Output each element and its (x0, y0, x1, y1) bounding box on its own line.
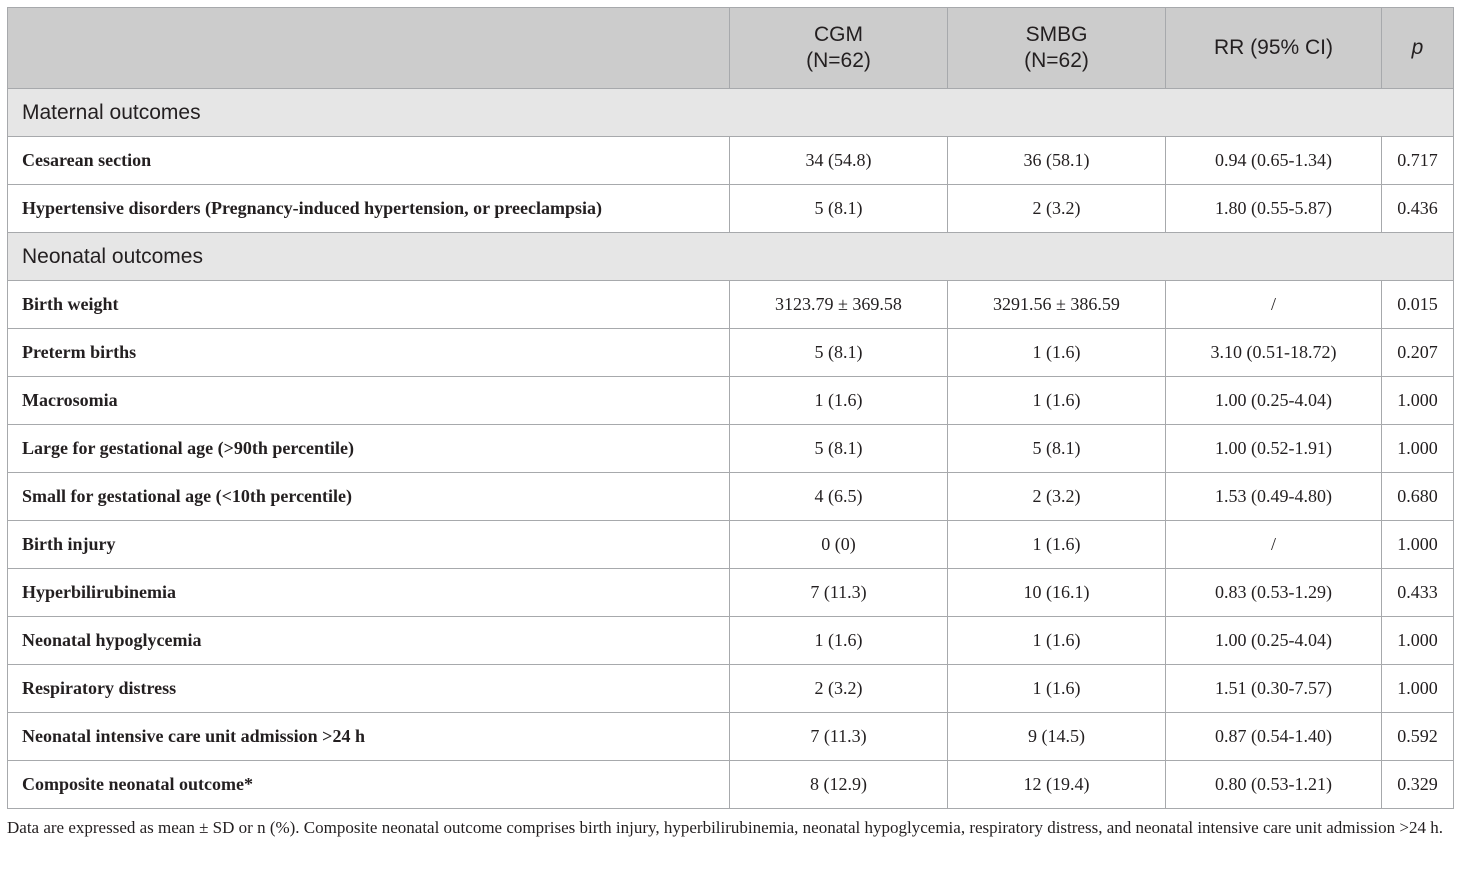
table-row (8, 713, 1454, 761)
p-value-cell: 0.433 (1382, 569, 1454, 617)
section-title-maternal: Maternal outcomes (8, 89, 1454, 137)
smbg-value-cell: 10 (16.1) (948, 569, 1166, 617)
p-value-cell: 0.207 (1382, 329, 1454, 377)
table-row (8, 665, 1454, 713)
rr-value-cell: 1.00 (0.52-1.91) (1166, 425, 1382, 473)
smbg-value-cell: 5 (8.1) (948, 425, 1166, 473)
header-p: p (1382, 8, 1454, 89)
cgm-value-cell: 34 (54.8) (730, 137, 948, 185)
outcome-label-cell: Large for gestational age (>90th percentile) (8, 425, 730, 473)
rr-value-cell: 0.83 (0.53-1.29) (1166, 569, 1382, 617)
smbg-value-cell: 1 (1.6) (948, 521, 1166, 569)
table-row (8, 473, 1454, 521)
p-value-cell: 0.015 (1382, 281, 1454, 329)
table-body-neonatal (8, 233, 1454, 281)
rr-value-cell: 1.80 (0.55-5.87) (1166, 185, 1382, 233)
cgm-value-cell: 1 (1.6) (730, 377, 948, 425)
rr-value-cell: 0.87 (0.54-1.40) (1166, 713, 1382, 761)
p-value-cell: 1.000 (1382, 425, 1454, 473)
smbg-value-cell: 2 (3.2) (948, 473, 1166, 521)
cgm-value-cell: 7 (11.3) (730, 713, 948, 761)
table-footnote: Data are expressed as mean ± SD or n (%). Composite neonatal outcome comprises birth injury, hyperbilirubinemia, neonatal hypoglycemia, respiratory distress, and neonatal intensive care unit admission >24 h. (7, 818, 1443, 837)
rr-value-cell: / (1166, 281, 1382, 329)
header-outcome (8, 8, 730, 89)
rr-value-cell: 0.94 (0.65-1.34) (1166, 137, 1382, 185)
smbg-value-cell: 1 (1.6) (948, 665, 1166, 713)
cgm-value-cell: 5 (8.1) (730, 425, 948, 473)
outcome-label-cell: Respiratory distress (8, 665, 730, 713)
maternal-rows (8, 137, 1454, 233)
p-value-cell: 0.680 (1382, 473, 1454, 521)
rr-value-cell: / (1166, 521, 1382, 569)
smbg-value-cell: 12 (19.4) (948, 761, 1166, 809)
outcome-label-cell: Small for gestational age (<10th percentile) (8, 473, 730, 521)
p-value-cell: 0.592 (1382, 713, 1454, 761)
cgm-value-cell: 1 (1.6) (730, 617, 948, 665)
p-value-cell: 1.000 (1382, 521, 1454, 569)
cgm-value-cell: 0 (0) (730, 521, 948, 569)
table-header (8, 8, 1454, 89)
header-smbg-n: (N=62) (1024, 49, 1089, 72)
rr-value-cell: 3.10 (0.51-18.72) (1166, 329, 1382, 377)
p-value-cell: 0.329 (1382, 761, 1454, 809)
table-row (8, 185, 1454, 233)
rr-value-cell: 1.00 (0.25-4.04) (1166, 377, 1382, 425)
rr-value-cell: 1.00 (0.25-4.04) (1166, 617, 1382, 665)
smbg-value-cell: 9 (14.5) (948, 713, 1166, 761)
header-smbg (948, 8, 1166, 89)
outcome-label-cell: Neonatal hypoglycemia (8, 617, 730, 665)
outcome-label-cell: Preterm births (8, 329, 730, 377)
p-value-cell: 0.717 (1382, 137, 1454, 185)
header-rr: RR (95% CI) (1166, 8, 1382, 89)
outcome-label-cell: Macrosomia (8, 377, 730, 425)
table-row (8, 569, 1454, 617)
outcome-label-cell: Birth weight (8, 281, 730, 329)
cgm-value-cell: 3123.79 ± 369.58 (730, 281, 948, 329)
p-value-cell: 0.436 (1382, 185, 1454, 233)
table-row (8, 137, 1454, 185)
header-cgm-name: CGM (814, 23, 863, 46)
cgm-value-cell: 5 (8.1) (730, 185, 948, 233)
neonatal-rows (8, 281, 1454, 809)
header-cgm-n: (N=62) (806, 49, 871, 72)
rr-value-cell: 0.80 (0.53-1.21) (1166, 761, 1382, 809)
table-row (8, 377, 1454, 425)
outcomes-table-container (7, 7, 1453, 839)
cgm-value-cell: 8 (12.9) (730, 761, 948, 809)
outcome-label-cell: Composite neonatal outcome* (8, 761, 730, 809)
header-smbg-name: SMBG (1025, 23, 1088, 46)
table-row (8, 761, 1454, 809)
table-row (8, 425, 1454, 473)
rr-value-cell: 1.53 (0.49-4.80) (1166, 473, 1382, 521)
smbg-value-cell: 36 (58.1) (948, 137, 1166, 185)
header-cgm (730, 8, 948, 89)
section-title-neonatal: Neonatal outcomes (8, 233, 1454, 281)
outcome-label-cell: Birth injury (8, 521, 730, 569)
p-value-cell: 1.000 (1382, 617, 1454, 665)
section-row-maternal (8, 89, 1454, 137)
table-row (8, 281, 1454, 329)
outcome-label-cell: Neonatal intensive care unit admission >24 h (8, 713, 730, 761)
outcome-label-cell: Hyperbilirubinemia (8, 569, 730, 617)
smbg-value-cell: 1 (1.6) (948, 329, 1166, 377)
rr-value-cell: 1.51 (0.30-7.57) (1166, 665, 1382, 713)
section-row-neonatal (8, 233, 1454, 281)
header-row (8, 8, 1454, 89)
p-value-cell: 1.000 (1382, 377, 1454, 425)
smbg-value-cell: 3291.56 ± 386.59 (948, 281, 1166, 329)
cgm-value-cell: 5 (8.1) (730, 329, 948, 377)
smbg-value-cell: 2 (3.2) (948, 185, 1166, 233)
outcome-label-cell: Hypertensive disorders (Pregnancy-induced hypertension, or preeclampsia) (8, 185, 730, 233)
table-body (8, 89, 1454, 137)
table-row (8, 329, 1454, 377)
smbg-value-cell: 1 (1.6) (948, 377, 1166, 425)
p-value-cell: 1.000 (1382, 665, 1454, 713)
cgm-value-cell: 4 (6.5) (730, 473, 948, 521)
outcomes-table (7, 7, 1454, 809)
table-row (8, 617, 1454, 665)
table-row (8, 521, 1454, 569)
cgm-value-cell: 2 (3.2) (730, 665, 948, 713)
cgm-value-cell: 7 (11.3) (730, 569, 948, 617)
smbg-value-cell: 1 (1.6) (948, 617, 1166, 665)
outcome-label-cell: Cesarean section (8, 137, 730, 185)
